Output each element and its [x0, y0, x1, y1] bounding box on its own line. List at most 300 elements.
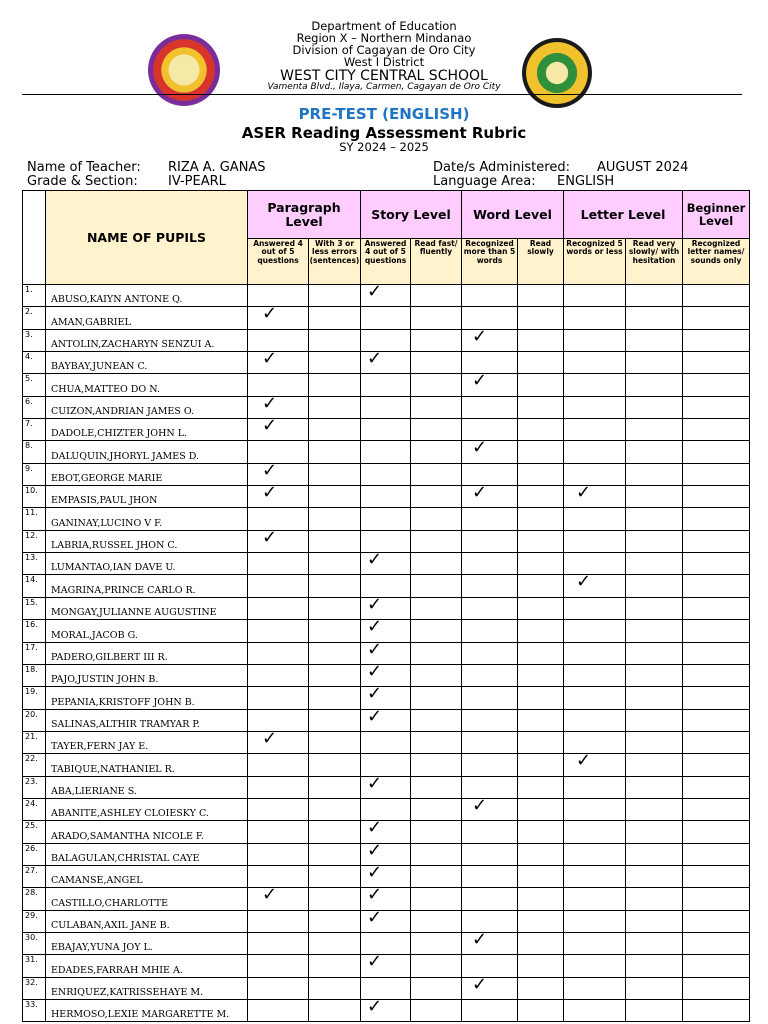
pupil-name: ENRIQUEZ,KATRISSEHAYE M. — [46, 977, 248, 999]
paragraph-level-header: Paragraph Level — [248, 191, 361, 239]
row-number: 23. — [23, 776, 46, 798]
pupil-name: TABIQUE,NATHANIEL R. — [46, 754, 248, 776]
rubric-cell — [309, 776, 361, 798]
checkmark-icon: ✓ — [262, 415, 278, 437]
rubric-cell — [518, 374, 564, 396]
rubric-cell — [564, 932, 626, 954]
pupil-name: PAJO,JUSTIN JOHN B. — [46, 664, 248, 686]
table-row — [23, 597, 750, 619]
checkmark-icon: ✓ — [367, 660, 383, 682]
rubric-cell — [626, 776, 683, 798]
rubric-cell — [309, 977, 361, 999]
rubric-cell — [411, 977, 462, 999]
table-row — [23, 463, 750, 485]
rubric-cell — [248, 687, 309, 709]
pupil-name: MORAL,JACOB G. — [46, 620, 248, 642]
rubric-cell — [309, 709, 361, 731]
rubric-cell — [518, 821, 564, 843]
table-row — [23, 620, 750, 642]
document-subtitle: ASER Reading Assessment Rubric — [241, 124, 527, 142]
row-number: 31. — [23, 955, 46, 977]
rubric-cell — [411, 486, 462, 508]
rubric-cell — [462, 843, 518, 865]
rubric-cell — [462, 419, 518, 441]
area-label: Language Area: — [433, 174, 536, 189]
rubric-cell — [309, 687, 361, 709]
rubric-cell — [309, 419, 361, 441]
beginner-level-header: Beginner Level — [683, 191, 750, 239]
rubric-cell — [626, 731, 683, 753]
rubric-cell — [462, 973, 518, 999]
checkmark-icon: ✓ — [472, 794, 488, 816]
header-line-1: Department of Education — [311, 19, 457, 33]
pupil-name: BAYBAY,JUNEAN C. — [46, 352, 248, 374]
row-number: 26. — [23, 843, 46, 865]
row-number: 25. — [23, 821, 46, 843]
table-row — [23, 888, 750, 910]
rubric-cell — [462, 664, 518, 686]
rubric-cell — [626, 1000, 683, 1022]
rubric-cell — [309, 307, 361, 329]
rubric-cell — [248, 415, 309, 441]
row-number: 15. — [23, 597, 46, 619]
rubric-cell — [411, 843, 462, 865]
rubric-cell — [462, 865, 518, 887]
rubric-cell — [683, 687, 750, 709]
rubric-cell — [248, 955, 309, 977]
rubric-cell — [564, 482, 626, 508]
table-row — [23, 329, 750, 351]
rubric-cell — [564, 888, 626, 910]
pupil-name: CASTILLO,CHARLOTTE — [46, 888, 248, 910]
rubric-cell — [248, 843, 309, 865]
rubric-cell — [309, 508, 361, 530]
table-row — [23, 307, 750, 329]
checkmark-icon: ✓ — [472, 928, 488, 950]
checkmark-icon: ✓ — [262, 348, 278, 370]
rubric-cell — [683, 910, 750, 932]
rubric-cell — [361, 906, 411, 932]
rubric-cell — [462, 731, 518, 753]
checkmark-icon: ✓ — [367, 906, 383, 928]
rubric-cell — [564, 530, 626, 552]
rubric-cell — [361, 731, 411, 753]
rubric-cell — [518, 687, 564, 709]
rubric-cell — [518, 798, 564, 820]
rubric-cell — [626, 977, 683, 999]
rubric-cell — [361, 486, 411, 508]
checkmark-icon: ✓ — [262, 727, 278, 749]
rubric-cell — [248, 374, 309, 396]
rubric-cell — [248, 459, 309, 485]
row-number: 11. — [23, 508, 46, 530]
row-number: 19. — [23, 687, 46, 709]
rubric-cell — [518, 709, 564, 731]
rubric-cell — [361, 705, 411, 731]
checkmark-icon: ✓ — [367, 638, 383, 660]
rubric-cell — [309, 575, 361, 597]
rubric-cell — [518, 932, 564, 954]
rubric-cell — [309, 352, 361, 374]
row-number: 27. — [23, 865, 46, 887]
rubric-cell — [518, 977, 564, 999]
table-row — [23, 508, 750, 530]
rubric-cell — [248, 1000, 309, 1022]
rubric-cell — [248, 910, 309, 932]
rubric-cell — [683, 932, 750, 954]
rubric-cell — [462, 508, 518, 530]
table-row — [23, 709, 750, 731]
rubric-cell — [462, 754, 518, 776]
rubric-cell — [248, 932, 309, 954]
rubric-cell — [309, 597, 361, 619]
rubric-cell — [518, 463, 564, 485]
rubric-cell — [518, 441, 564, 463]
rubric-cell — [683, 709, 750, 731]
rubric-cell — [309, 731, 361, 753]
rubric-cell — [626, 910, 683, 932]
rubric-cell — [361, 281, 411, 307]
school-address: Vamenta Blvd., Ilaya, Carmen, Cagayan de Oro City — [267, 82, 501, 92]
rubric-cell — [626, 932, 683, 954]
pupil-name: DALUQUIN,JHORYL JAMES D. — [46, 441, 248, 463]
checkmark-icon: ✓ — [576, 571, 592, 593]
rubric-cell — [626, 620, 683, 642]
checkmark-icon: ✓ — [472, 482, 488, 504]
rubric-cell — [411, 419, 462, 441]
rubric-cell — [411, 1000, 462, 1022]
rubric-cell — [626, 419, 683, 441]
rubric-cell — [564, 441, 626, 463]
row-number: 20. — [23, 709, 46, 731]
rubric-cell — [361, 374, 411, 396]
pupil-name: DADOLE,CHIZTER JOHN L. — [46, 419, 248, 441]
rubric-cell — [248, 329, 309, 351]
rubric-cell — [683, 843, 750, 865]
date-value: AUGUST 2024 — [597, 160, 689, 175]
subheader-2: With 3 or less errors (sentences) — [309, 239, 361, 285]
pupil-name: SALINAS,ALTHIR TRAMYAR P. — [46, 709, 248, 731]
rubric-cell — [626, 441, 683, 463]
rubric-cell — [411, 642, 462, 664]
rubric-cell — [683, 463, 750, 485]
rubric-cell — [309, 620, 361, 642]
header-line-4: West I District — [343, 55, 425, 69]
rubric-cell — [248, 798, 309, 820]
area-value: ENGLISH — [557, 174, 615, 189]
rubric-cell — [248, 727, 309, 753]
rubric-cell — [564, 709, 626, 731]
rubric-cell — [518, 754, 564, 776]
rubric-cell — [564, 955, 626, 977]
row-number: 12. — [23, 530, 46, 552]
rubric-cell — [462, 955, 518, 977]
rubric-cell — [462, 437, 518, 463]
pupil-name: EDADES,FARRAH MHIE A. — [46, 955, 248, 977]
rubric-cell — [626, 575, 683, 597]
checkmark-icon: ✓ — [576, 482, 592, 504]
table-row — [23, 419, 750, 441]
rubric-cell — [626, 352, 683, 374]
rubric-cell — [564, 396, 626, 418]
checkmark-icon: ✓ — [367, 683, 383, 705]
school-year: SY 2024 – 2025 — [339, 140, 429, 154]
row-number: 10. — [23, 486, 46, 508]
pupil-name: CAMANSE,ANGEL — [46, 865, 248, 887]
rubric-cell — [564, 571, 626, 597]
rubric-cell — [248, 508, 309, 530]
rubric-cell — [683, 530, 750, 552]
rubric-cell — [248, 526, 309, 552]
rubric-cell — [564, 776, 626, 798]
rubric-cell — [626, 285, 683, 307]
rubric-cell — [518, 776, 564, 798]
pupil-name: PADERO,GILBERT III R. — [46, 642, 248, 664]
rubric-cell — [564, 910, 626, 932]
rubric-cell — [411, 553, 462, 575]
row-number: 32. — [23, 977, 46, 999]
rubric-cell — [462, 463, 518, 485]
rubric-cell — [626, 486, 683, 508]
row-number: 2. — [23, 307, 46, 329]
rubric-cell — [462, 285, 518, 307]
subheader-1: Answered 4 out of 5 questions — [248, 239, 309, 285]
rubric-cell — [683, 307, 750, 329]
rubric-cell — [518, 731, 564, 753]
rubric-cell — [626, 329, 683, 351]
date-label: Date/s Administered: — [433, 160, 570, 175]
row-number: 28. — [23, 888, 46, 910]
rubric-cell — [309, 441, 361, 463]
pupil-name: ABA,LIERIANE S. — [46, 776, 248, 798]
rubric-cell — [626, 642, 683, 664]
rubric-cell — [361, 549, 411, 575]
rubric-cell — [518, 352, 564, 374]
table-row — [23, 731, 750, 753]
rubric-cell — [248, 865, 309, 887]
rubric-cell — [411, 821, 462, 843]
pupil-name: CULABAN,AXIL JANE B. — [46, 910, 248, 932]
table-row — [23, 664, 750, 686]
rubric-cell — [462, 642, 518, 664]
rubric-cell — [518, 620, 564, 642]
checkmark-icon: ✓ — [472, 325, 488, 347]
pupil-name: MONGAY,JULIANNE AUGUSTINE — [46, 597, 248, 619]
checkmark-icon: ✓ — [262, 482, 278, 504]
rubric-cell — [309, 329, 361, 351]
pupil-name: LUMANTAO,IAN DAVE U. — [46, 553, 248, 575]
rubric-cell — [248, 553, 309, 575]
rubric-cell — [626, 396, 683, 418]
rubric-cell — [518, 843, 564, 865]
rubric-cell — [626, 530, 683, 552]
rubric-cell — [361, 307, 411, 329]
rubric-cell — [564, 620, 626, 642]
rubric-cell — [309, 642, 361, 664]
rubric-cell — [411, 664, 462, 686]
rubric-cell — [248, 620, 309, 642]
rubric-cell — [309, 843, 361, 865]
rubric-cell — [309, 553, 361, 575]
rubric-cell — [248, 754, 309, 776]
table-row — [23, 910, 750, 932]
pupil-name: EBOT,GEORGE MARIE — [46, 463, 248, 485]
checkmark-icon: ✓ — [367, 861, 383, 883]
rubric-cell — [626, 508, 683, 530]
rubric-cell — [309, 888, 361, 910]
rubric-cell — [564, 374, 626, 396]
rubric-cell — [309, 530, 361, 552]
rubric-cell — [309, 463, 361, 485]
table-row — [23, 776, 750, 798]
rubric-cell — [683, 664, 750, 686]
rubric-cell — [564, 352, 626, 374]
rubric-cell — [462, 776, 518, 798]
rubric-cell — [462, 888, 518, 910]
rubric-cell — [462, 1000, 518, 1022]
pupil-name: PEPANIA,KRISTOFF JOHN B. — [46, 687, 248, 709]
row-number: 18. — [23, 664, 46, 686]
rubric-cell — [411, 374, 462, 396]
rubric-cell — [518, 285, 564, 307]
rubric-cell — [564, 329, 626, 351]
row-number: 21. — [23, 731, 46, 753]
rubric-cell — [411, 754, 462, 776]
row-number: 5. — [23, 374, 46, 396]
checkmark-icon: ✓ — [367, 281, 383, 302]
rubric-cell — [683, 620, 750, 642]
table-row — [23, 1000, 750, 1022]
rubric-cell — [564, 642, 626, 664]
checkmark-icon: ✓ — [472, 437, 488, 459]
rubric-cell — [462, 575, 518, 597]
checkmark-icon: ✓ — [367, 348, 383, 370]
rubric-cell — [518, 664, 564, 686]
rubric-cell — [361, 441, 411, 463]
rubric-cell — [683, 486, 750, 508]
rubric-cell — [309, 955, 361, 977]
rubric-cell — [248, 597, 309, 619]
checkmark-icon: ✓ — [472, 370, 488, 392]
rubric-cell — [518, 486, 564, 508]
rubric-cell — [626, 754, 683, 776]
table-row — [23, 932, 750, 954]
rubric-cell — [518, 307, 564, 329]
rubric-cell — [626, 463, 683, 485]
rubric-cell — [411, 352, 462, 374]
table-row — [23, 441, 750, 463]
subheader-8: Read very slowly/ with hesitation — [626, 239, 683, 285]
rubric-cell — [248, 348, 309, 374]
rubric-cell — [411, 955, 462, 977]
rubric-cell — [309, 932, 361, 954]
rubric-cell — [518, 508, 564, 530]
checkmark-icon: ✓ — [262, 459, 278, 481]
table-row — [23, 955, 750, 977]
rubric-cell — [309, 821, 361, 843]
row-number: 14. — [23, 575, 46, 597]
teacher-label: Name of Teacher: — [27, 160, 141, 175]
rubric-cell — [518, 888, 564, 910]
rubric-cell — [248, 482, 309, 508]
checkmark-icon: ✓ — [367, 996, 383, 1017]
table-row — [23, 642, 750, 664]
rubric-cell — [309, 798, 361, 820]
rubric-cell — [683, 329, 750, 351]
rubric-cell — [309, 754, 361, 776]
rubric-cell — [626, 553, 683, 575]
table-row — [23, 843, 750, 865]
pupil-name: CHUA,MATTEO DO N. — [46, 374, 248, 396]
document-title: PRE-TEST (ENGLISH) — [298, 105, 470, 123]
row-number: 13. — [23, 553, 46, 575]
rubric-cell — [564, 307, 626, 329]
rubric-cell — [361, 951, 411, 977]
rubric-cell — [564, 977, 626, 999]
row-number: 24. — [23, 798, 46, 820]
rubric-cell — [564, 821, 626, 843]
header-divider — [22, 94, 742, 95]
rubric-cell — [411, 865, 462, 887]
rubric-cell — [309, 865, 361, 887]
rubric-cell — [462, 794, 518, 820]
rubric-cell — [411, 508, 462, 530]
rubric-cell — [411, 307, 462, 329]
letter-level-header: Letter Level — [564, 191, 683, 239]
rubric-cell — [248, 977, 309, 999]
rubric-cell — [411, 798, 462, 820]
subheader-3: Answered 4 out of 5 questions — [361, 239, 411, 285]
checkmark-icon: ✓ — [262, 526, 278, 548]
checkmark-icon: ✓ — [262, 884, 278, 906]
rubric-cell — [683, 374, 750, 396]
rubric-cell — [411, 530, 462, 552]
rubric-cell — [626, 955, 683, 977]
rubric-cell — [626, 821, 683, 843]
pupil-name: ABUSO,KAIYN ANTONE Q. — [46, 285, 248, 307]
table-row — [23, 798, 750, 820]
rubric-cell — [683, 731, 750, 753]
rubric-cell — [248, 303, 309, 329]
subheader-6: Read slowly — [518, 239, 564, 285]
table-row — [23, 374, 750, 396]
rubric-cell — [361, 419, 411, 441]
checkmark-icon: ✓ — [367, 593, 383, 615]
rubric-cell — [248, 642, 309, 664]
rubric-cell — [462, 821, 518, 843]
pupil-name: ARADO,SAMANTHA NICOLE F. — [46, 821, 248, 843]
rubric-cell — [564, 508, 626, 530]
checkmark-icon: ✓ — [262, 392, 278, 414]
rubric-cell — [361, 508, 411, 530]
pupil-name: EMPASIS,PAUL JHON — [46, 486, 248, 508]
rubric-cell — [564, 731, 626, 753]
rubric-cell — [683, 508, 750, 530]
checkmark-icon: ✓ — [367, 705, 383, 727]
rubric-cell — [462, 482, 518, 508]
rubric-cell — [411, 731, 462, 753]
pupil-rows — [23, 281, 750, 1022]
rubric-cell — [411, 620, 462, 642]
pupil-name: MAGRINA,PRINCE CARLO R. — [46, 575, 248, 597]
rubric-cell — [683, 396, 750, 418]
rubric-cell — [683, 1000, 750, 1022]
rubric-cell — [518, 329, 564, 351]
table-row — [23, 821, 750, 843]
checkmark-icon: ✓ — [367, 817, 383, 839]
rubric-cell — [411, 396, 462, 418]
checkmark-icon: ✓ — [367, 884, 383, 906]
